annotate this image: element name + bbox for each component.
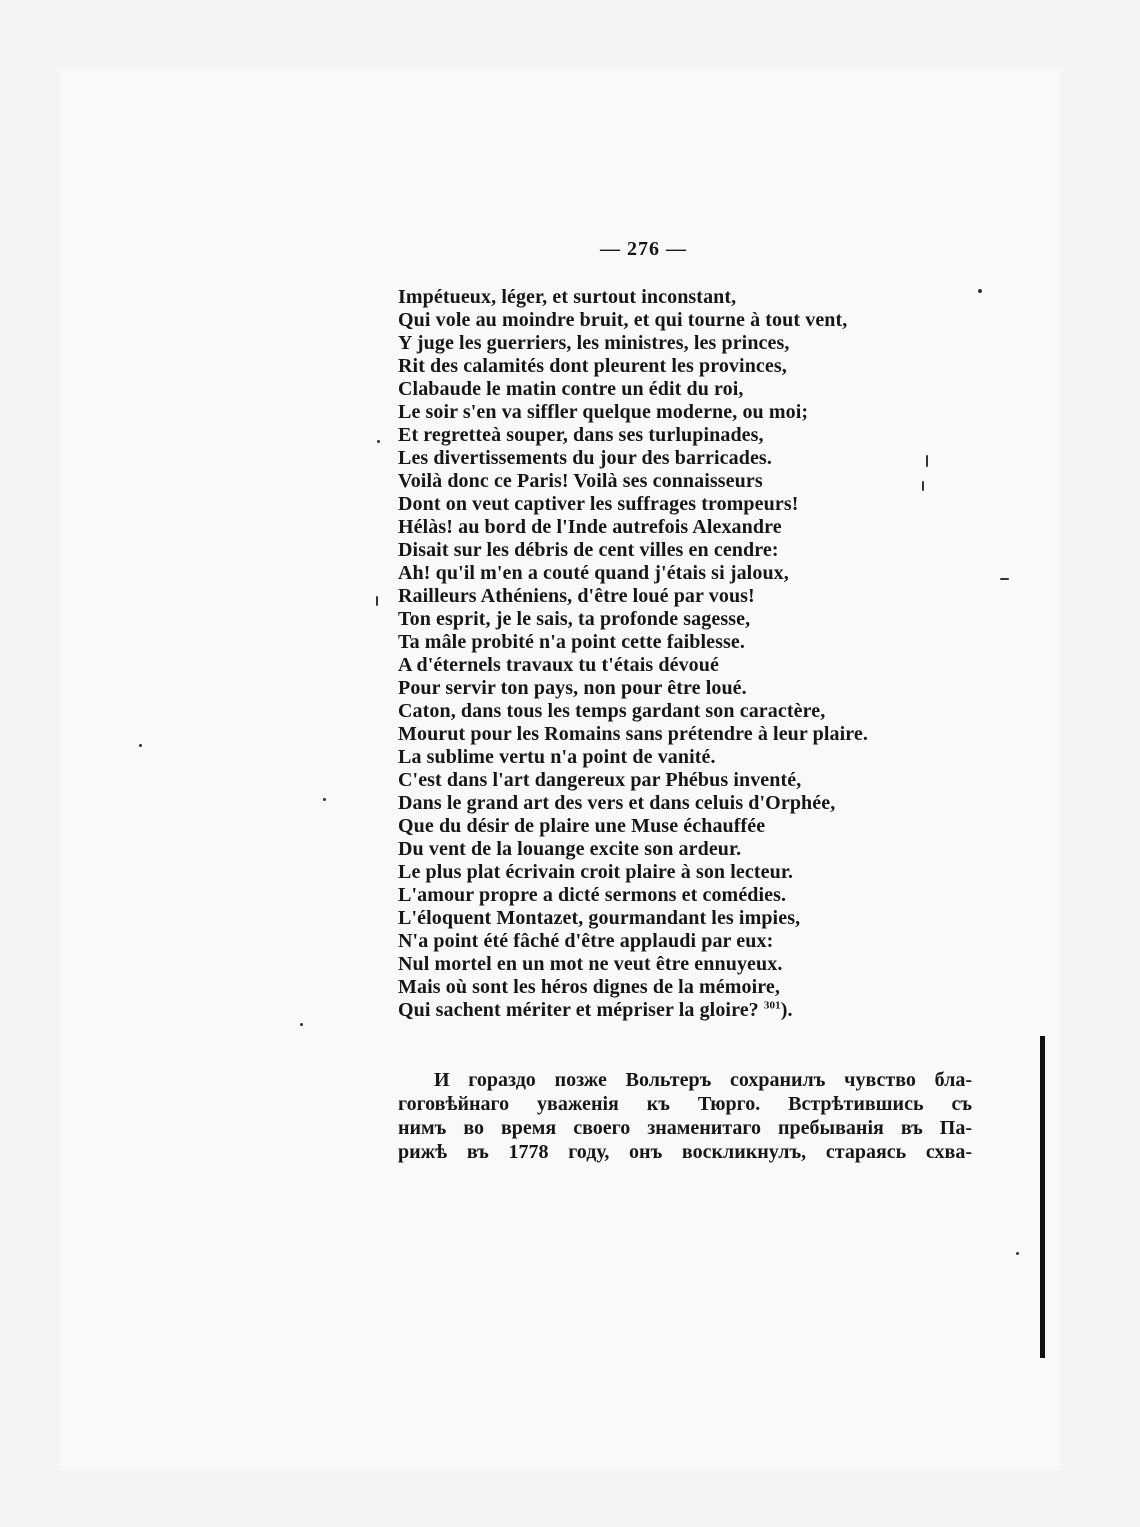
poem-line: N'a point été fâché d'être applaudi par eux: [398,930,774,952]
poem-line: Voilà donc ce Paris! Voilà ses connaisseurs [398,470,763,492]
scan-speck [978,289,982,293]
scan-speck [922,481,924,491]
poem-line: Le soir s'en va siffler quelque moderne, ou moi; [398,401,809,423]
page-number: — 276 — [600,238,687,260]
scan-edge-bar [1040,1036,1045,1358]
poem-line: Ton esprit, je le sais, ta profonde sagesse, [398,608,751,630]
poem-line: Qui vole au moindre bruit, et qui tourne à tout vent, [398,309,848,331]
poem-line: Dans le grand art des vers et dans celuis d'Orphée, [398,792,836,814]
poem-block [398,286,998,1022]
poem-line: Railleurs Athéniens, d'être loué par vous! [398,585,755,607]
poem-line: L'amour propre a dicté sermons et comédies. [398,884,787,906]
prose-line: рижѣ въ 1778 году, онъ воскликнулъ, стараясь схва- [398,1141,972,1163]
poem-line: Mourut pour les Romains sans prétendre à leur plaire. [398,723,868,745]
poem-line: C'est dans l'art dangereux par Phébus inventé, [398,769,802,791]
scan-speck [300,1023,303,1026]
scan-speck [376,596,378,606]
prose-line: гоговѣйнаго уваженія къ Тюрго. Встрѣтившись съ [398,1093,972,1115]
poem-last-line [398,999,998,1022]
prose-line: И гораздо позже Вольтеръ сохранилъ чувство бла- [434,1069,972,1091]
poem-line: Disait sur les débris de cent villes en cendre: [398,539,779,561]
poem-line: Que du désir de plaire une Muse échauffée [398,815,766,837]
scan-speck [1016,1252,1019,1255]
poem-closing: ). [780,999,793,1021]
scan-speck [139,744,142,747]
poem-line: Du vent de la louange excite son ardeur. [398,838,742,860]
poem-line: Clabaude le matin contre un édit du roi, [398,378,744,400]
poem-line: Ah! qu'il m'en a couté quand j'étais si jaloux, [398,562,789,584]
scan-speck [1000,578,1009,580]
poem-line: Hélàs! au bord de l'Inde autrefois Alexandre [398,516,782,538]
scan-speck [323,798,326,801]
poem-line: L'éloquent Montazet, gourmandant les impies, [398,907,801,929]
poem-line-text: Qui sachent mériter et mépriser la gloire? [398,999,759,1021]
poem-line: Pour servir ton pays, non pour être loué. [398,677,747,699]
poem-line: Rit des calamités dont pleurent les provinces, [398,355,787,377]
prose-paragraph [398,1068,972,1164]
poem-line: Mais où sont les héros dignes de la mémoire, [398,976,780,998]
poem-line: Les divertissements du jour des barricades. [398,447,772,469]
poem-line: Y juge les guerriers, les ministres, les princes, [398,332,790,354]
poem-line: Le plus plat écrivain croit plaire à son lecteur. [398,861,794,883]
footnote-marker[interactable]: 301 [763,999,781,1012]
poem-line: Caton, dans tous les temps gardant son caractère, [398,700,826,722]
poem-line: A d'éternels travaux tu t'étais dévoué [398,654,719,676]
scan-speck [377,440,380,443]
poem-line: Nul mortel en un mot ne veut être ennuyeux. [398,953,783,975]
poem-line: Impétueux, léger, et surtout inconstant, [398,286,737,308]
poem-line: Et regretteà souper, dans ses turlupinades, [398,424,764,446]
prose-line: нимъ во время своего знаменитаго пребыванія въ Па- [398,1117,972,1139]
poem-line: La sublime vertu n'a point de vanité. [398,746,716,768]
poem-line: Ta mâle probité n'a point cette faiblesse. [398,631,745,653]
poem-line: Dont on veut captiver les suffrages trompeurs! [398,493,799,515]
scan-speck [926,455,928,467]
